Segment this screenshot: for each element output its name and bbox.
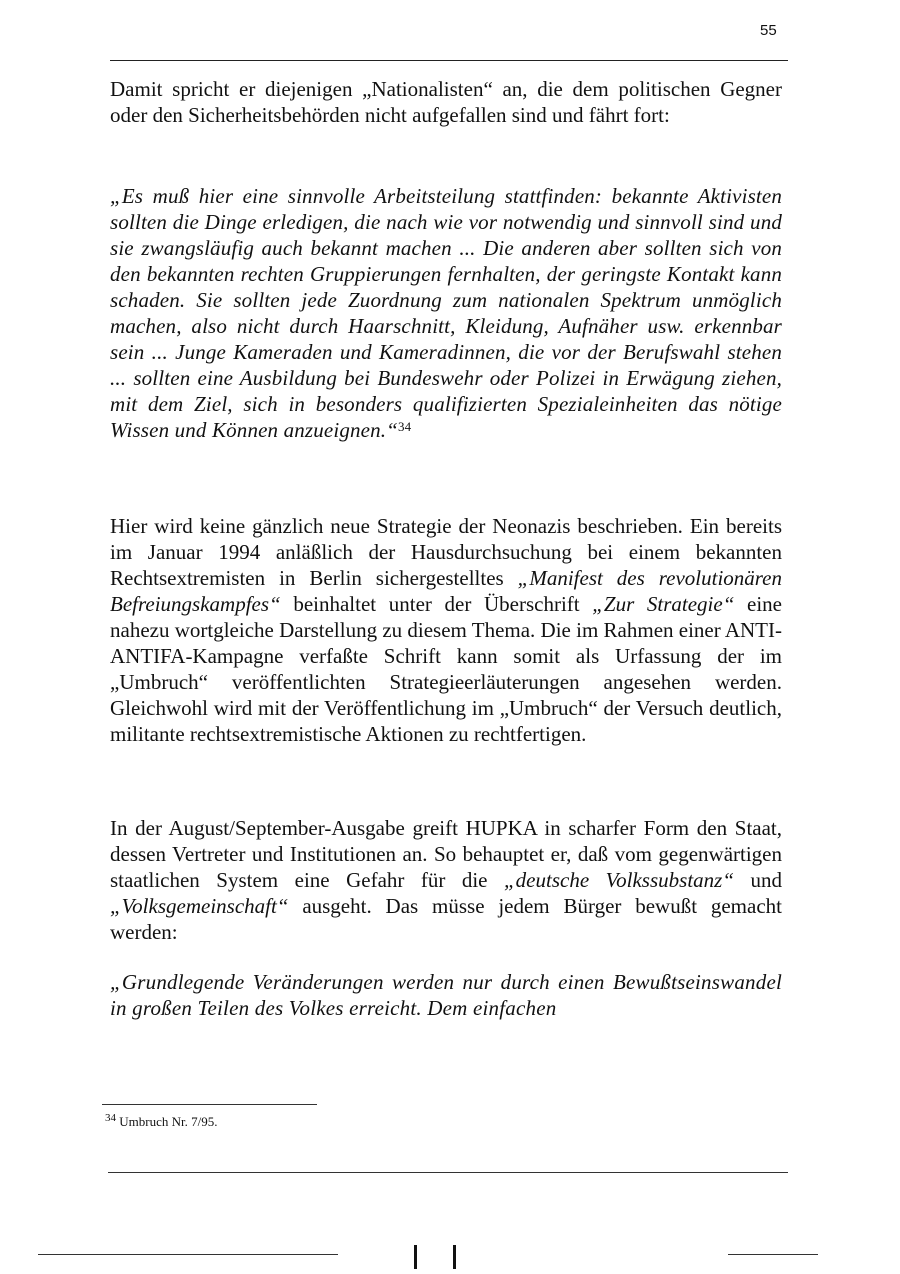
page-number: 55 [760,22,777,39]
footnote-reference: 34 [398,419,412,434]
quote-volkssubstanz: „deutsche Volkssubstanz“ [504,868,734,892]
footnote-marker: 34 [105,1112,116,1124]
quotation-block-2 [110,969,782,1021]
footnote [105,1112,217,1130]
paragraph-hupka-text-1: In der August/September-Ausgabe greift HUPKA in scharfer Form den Staat, dessen Vertreter und Institutionen an. So behauptet er, daß vom gegenwärtigen staatlichen System eine Gefahr für die [110,816,782,892]
paragraph-intro [110,76,782,128]
scan-edge-line-right [728,1254,818,1255]
paragraph-intro-text: Damit spricht er diejenigen „Nationalisten“ an, die dem politischen Gegner oder den Sicherheitsbehörden nicht aufgefallen sind und fährt fort: [110,77,782,127]
paragraph-strategy [110,513,782,747]
strategy-heading-title: „Zur Strategie“ [592,592,735,616]
header-rule [110,60,788,61]
scan-edge-line-left [38,1254,338,1255]
quotation-1-text: „Es muß hier eine sinnvolle Arbeitsteilung stattfinden: bekannte Aktivisten sollten die Dinge erledigen, die nach wie vor notwendig und sinnvoll sind und sie zwangsläufig auch bekannt machen ... Die anderen aber sollten sich von den bekannten rechten Gruppierungen fernhalten, der geringste Kontakt kann schaden. Sie sollten jede Zuordnung zum nationalen Spektrum unmöglich machen, also nicht durch Haarschnitt, Kleidung, Aufnäher usw. erkennbar sein ... Junge Kameraden und Kameradinnen, die vor der Berufswahl stehen ... sollten eine Ausbildung bei Bundeswehr oder Polizei in Erwägung ziehen, mit dem Ziel, sich in besonders qualifizierten Spezialeinheiten das nötige Wissen und Können anzueignen.“ [110,184,782,442]
quote-volksgemeinschaft: „Volksgemeinschaft“ [110,894,289,918]
paragraph-strategy-text-3: eine nahezu wortgleiche Darstellung zu diesem Thema. Die im Rahmen einer ANTI-ANTIFA-Kampagne verfaßte Schrift kann somit als Urfassung der im „Umbruch“ veröffentlichten Strategieerläuterungen angesehen werden. Gleichwohl wird mit der Veröffentlichung im „Umbruch“ der Versuch deutlich, militante rechtsextremistische Aktionen zu rechtfertigen. [110,592,782,746]
paragraph-strategy-text-1: Hier wird keine gänzlich neue Strategie der Neonazis beschrieben. Ein bereits im Januar 1994 anläßlich der Hausdurchsuchung bei einem bekannten Rechtsextremisten in Berlin sichergestelltes [110,514,782,590]
footer-rule [108,1172,788,1173]
scan-mark-bar-left [414,1245,417,1269]
footnote-separator [102,1104,317,1105]
scan-mark-bar-right [453,1245,456,1269]
manifest-title: „Manifest des revolutionären Befreiungskampfes“ [110,566,782,616]
footnote-text: Umbruch Nr. 7/95. [119,1114,218,1129]
paragraph-hupka-text-2: und [734,868,782,892]
paragraph-strategy-text-2: beinhaltet unter der Überschrift [280,592,593,616]
quotation-block-1 [110,183,782,443]
paragraph-hupka-text-3: ausgeht. Das müsse jedem Bürger bewußt gemacht werden: [110,894,782,944]
paragraph-hupka [110,815,782,945]
quotation-2-text: „Grundlegende Veränderungen werden nur durch einen Bewußtseinswandel in großen Teilen des Volkes erreicht. Dem einfachen [110,970,782,1020]
